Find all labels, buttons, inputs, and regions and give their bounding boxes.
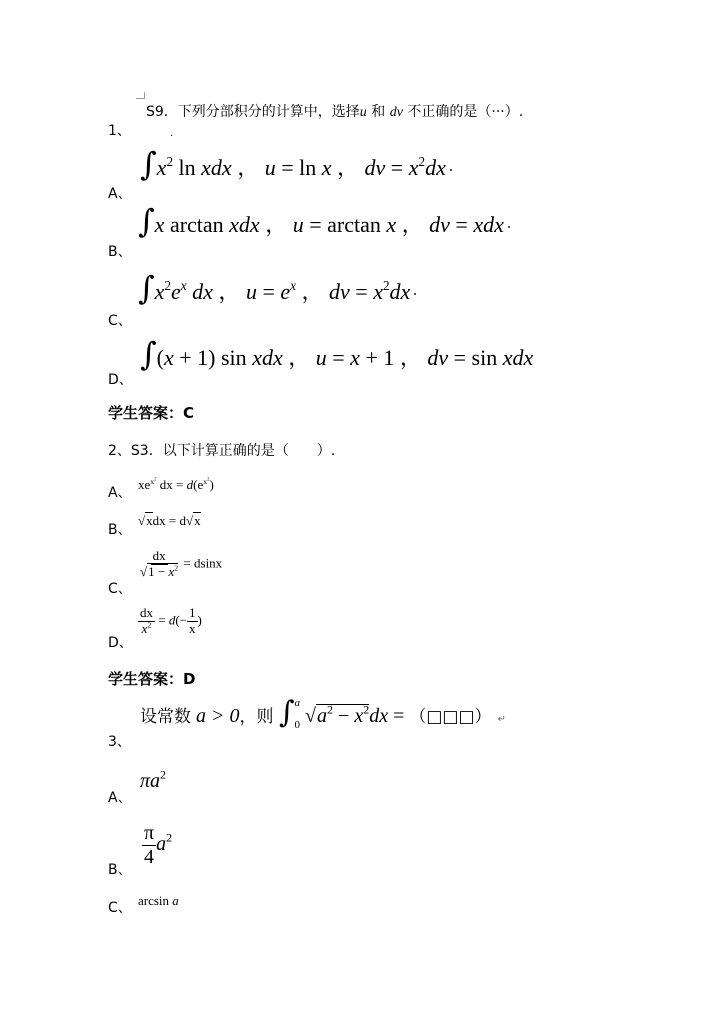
q3-option-b-label: B、	[108, 862, 132, 878]
q3-option-a-label: A、	[108, 790, 132, 806]
q2-stem: 2、S3．以下计算正确的是（ ）.	[108, 443, 336, 459]
q1-student-answer: 学生答案：C	[108, 404, 195, 422]
q2-option-b-formula: √xdx = d√x	[138, 513, 201, 528]
q1-option-c-label: C、	[108, 313, 132, 329]
q3-option-c-label: C、	[108, 900, 132, 916]
q3-option-b-formula: $\frac{\pi}{4}$ $a^2$	[144, 822, 173, 868]
q2-option-d-label: D、	[108, 635, 133, 651]
q3-option-a-formula: $\pi a^2$	[140, 767, 167, 792]
q3-option-c-formula: arcsin a	[138, 893, 179, 908]
q1-option-d-label: D、	[108, 372, 133, 388]
q2-option-a-label: A、	[108, 485, 132, 501]
q2-student-answer: 学生答案：D	[108, 670, 196, 688]
q2-option-d-formula: $\frac{dx}{x^2}$ = d(− $\frac{1}{x}$ )	[140, 605, 202, 636]
q3-number: 3、	[108, 734, 131, 750]
q1-option-b-formula: ∫x arctan xdx ， u = arctan x ， dv = xdx	[138, 205, 510, 239]
q2-option-c-formula: $\frac{dx}{√1 - x^2}$ = dsinx	[140, 548, 223, 579]
q2-option-b-label: B、	[108, 522, 132, 538]
q3-stem: 设常数 a > 0，则 ∫a 0 $√a^2 - x^2dx$ = （□□□） ↵	[140, 695, 506, 731]
q1-stem: S9．下列分部积分的计算中，选择u 和 dv 不正确的是（···）.	[146, 104, 524, 120]
q1-option-a-formula: $\int x^2$ ln xdx ， u = ln x ， dv = $x^2dx$	[140, 148, 452, 182]
q1-option-b-label: B、	[108, 244, 132, 260]
q1-option-c-formula: $\int x^2e^x$ dx ， $u = e^x$ ， dv = $x^2dx$	[138, 272, 416, 306]
q2-option-a-formula: $xe^{x^2}$ dx = $d(e^{x^2})$	[138, 476, 214, 492]
paragraph-corner-mark	[136, 92, 145, 99]
q1-number: 1、	[108, 123, 131, 139]
q1-option-d-formula: ∫(x + 1) sin xdx ， u = x + 1 ， dv = sin xdx	[140, 335, 534, 373]
stray-dot: .	[170, 128, 174, 139]
q2-option-c-label: C、	[108, 581, 132, 597]
q1-option-a-label: A、	[108, 186, 132, 202]
